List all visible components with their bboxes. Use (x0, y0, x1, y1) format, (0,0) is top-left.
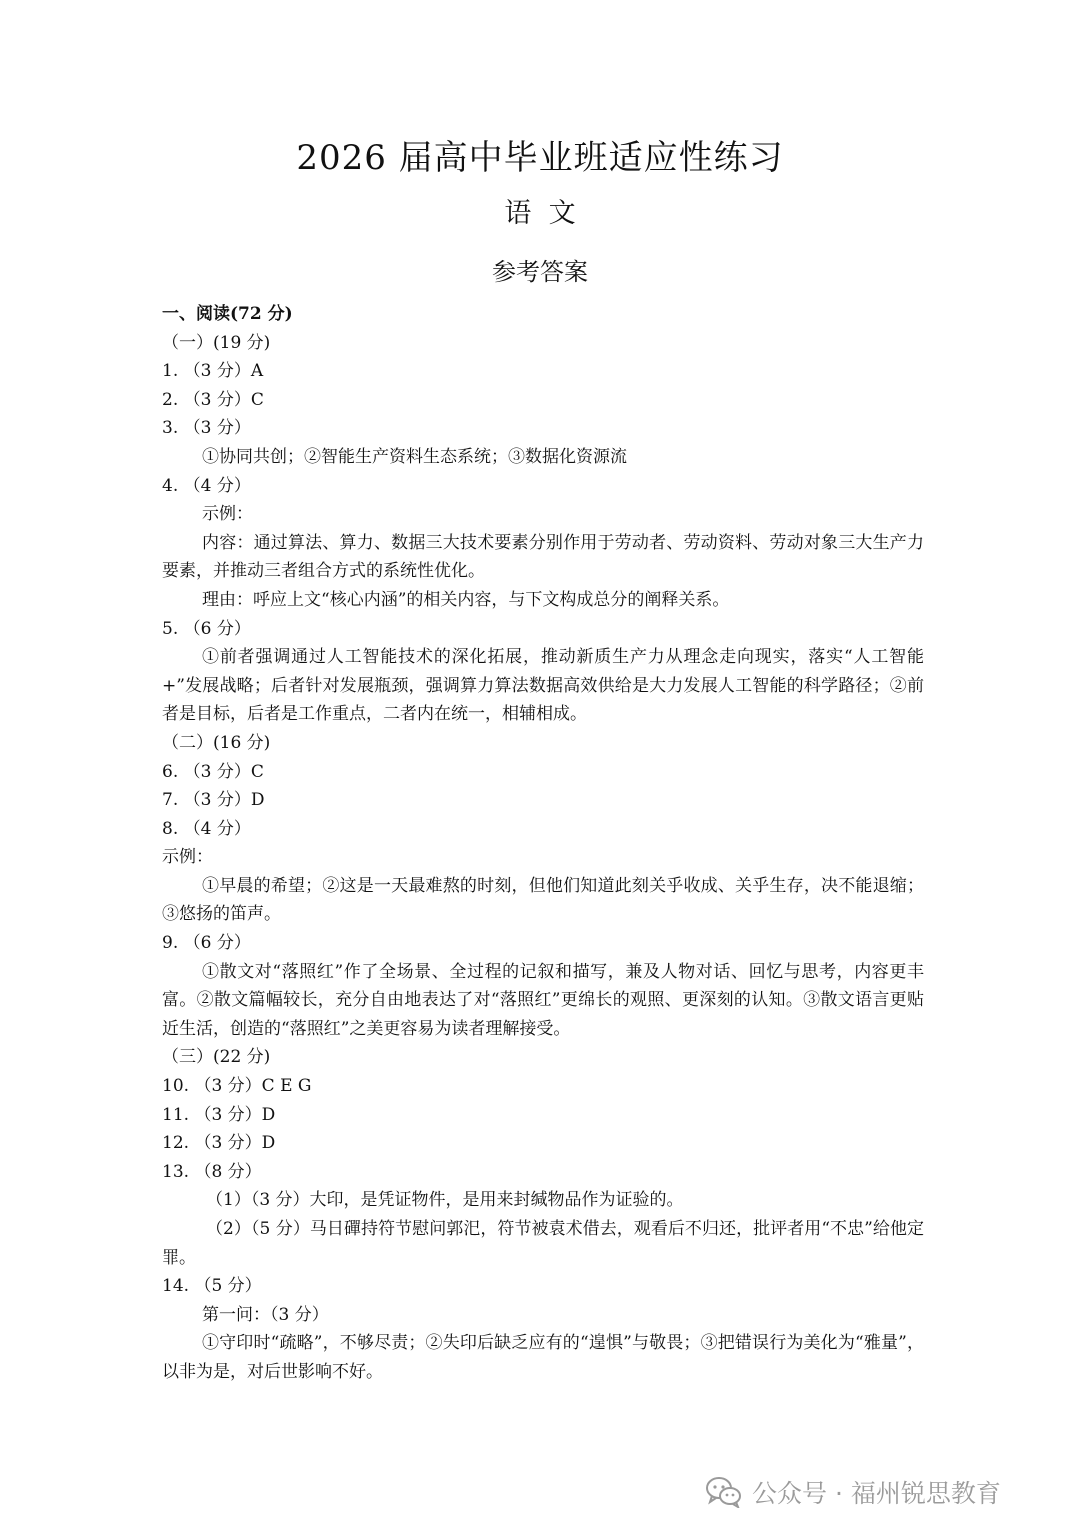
question-4-reason: 理由：呼应上文“核心内涵”的相关内容，与下文构成总分的阐释关系。 (202, 589, 730, 610)
question-14-first-label: 第一问：（3 分） (202, 1304, 329, 1325)
watermark (706, 1470, 1001, 1514)
question-3: 3. （3 分） (162, 418, 251, 439)
question-4-example-label: 示例： (202, 504, 253, 525)
question-11: 11. （3 分）D (162, 1104, 276, 1125)
question-9: 9. （6 分） (162, 933, 251, 954)
question-13-part-1: （1）（3 分）大印，是凭证物件，是用来封缄物品作为证验的。 (206, 1190, 684, 1211)
question-1: 1. （3 分）A (162, 361, 264, 382)
question-8: 8. （4 分） (162, 818, 251, 839)
part-heading-1: （一）(19 分) (162, 332, 271, 353)
question-14: 14. （5 分） (162, 1276, 262, 1297)
question-13: 13. （8 分） (162, 1161, 262, 1182)
part-heading-2: （二）(16 分) (162, 732, 271, 753)
page-title: 2026 届高中毕业班适应性练习 (296, 138, 784, 178)
question-5: 5. （6 分） (162, 618, 251, 639)
question-8-example-label: 示例： (162, 847, 213, 868)
subject-title: 语 文 (504, 198, 576, 229)
part-heading-3: （三）(22 分) (162, 1047, 271, 1068)
question-5-answer: ①前者强调通过人工智能技术的深化拓展，推动新质生产力从理念走向现实，落实“人工智能+”发展战略；后者针对发展瓶颈，强调算力算法数据高效供给是大力发展人工智能的科学路径；②前者是目标，后者是工作重点，二者内在统一，相辅相成。 (162, 647, 924, 725)
question-9-answer: ①散文对“落照红”作了全场景、全过程的记叙和描写，兼及人物对话、回忆与思考，内容更丰富。②散文篇幅较长，充分自由地表达了对“落照红”更绵长的观照、更深刻的认知。③散文语言更贴近生活，创造的“落照红”之美更容易为读者理解接受。 (162, 961, 924, 1039)
wechat-icon (706, 1476, 742, 1508)
question-13-part-2: （2）（5 分）马日磾持符节慰问郭汜，符节被袁术借去，观看后不归还，批评者用“不忠”给他定罪。 (162, 1219, 924, 1268)
question-6: 6. （3 分）C (162, 761, 264, 782)
question-14-answer: ①守印时“疏略”，不够尽责；②失印后缺乏应有的“遑惧”与敬畏；③把错误行为美化为“雅量”，以非为是，对后世影响不好。 (162, 1333, 924, 1382)
question-4: 4. （4 分） (162, 475, 251, 496)
question-2: 2. （3 分）C (162, 389, 264, 410)
answer-content (162, 300, 924, 1387)
question-8-answer: ①早晨的希望；②这是一天最难熬的时刻，但他们知道此刻关乎收成、关乎生存，决不能退缩；③悠扬的笛声。 (162, 875, 924, 925)
question-10: 10. （3 分）C E G (162, 1076, 312, 1097)
answer-heading: 参考答案 (492, 258, 588, 286)
question-3-answer: ①协同共创；②智能生产资料生态系统；③数据化资源流 (202, 446, 627, 467)
question-4-content: 内容：通过算法、算力、数据三大技术要素分别作用于劳动者、劳动资料、劳动对象三大生产力要素，并推动三者组合方式的系统性优化。 (162, 532, 924, 582)
question-12: 12. （3 分）D (162, 1133, 276, 1154)
watermark-text: 公众号 · 福州锐思教育 (752, 1479, 1001, 1508)
section-heading-reading: 一、阅读(72 分) (162, 304, 293, 324)
question-7: 7. （3 分）D (162, 790, 265, 811)
